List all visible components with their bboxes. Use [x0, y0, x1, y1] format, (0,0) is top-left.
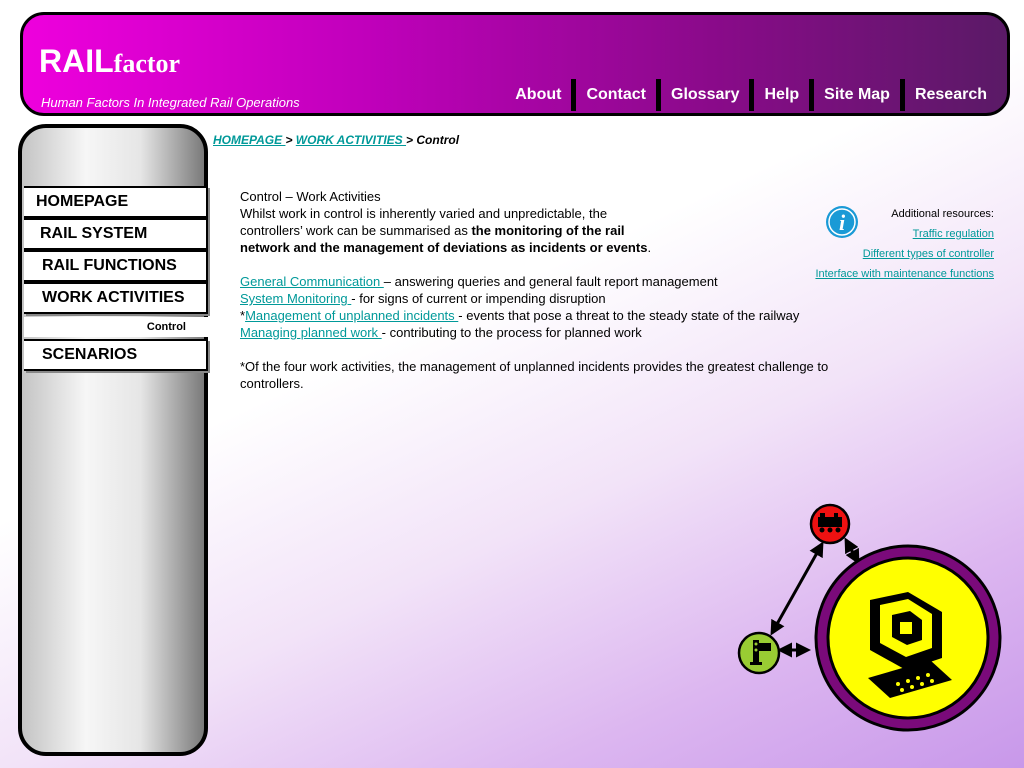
svg-text:i: i [838, 210, 846, 235]
nav-separator [900, 79, 905, 111]
logo-factor: factor [113, 49, 181, 78]
main-content [240, 188, 880, 392]
breadcrumb-work-activities-link[interactable]: WORK ACTIVITIES [295, 133, 407, 147]
footnote: *Of the four work activities, the management of unplanned incidents provides the greatest challenge to controllers. [240, 359, 829, 391]
nav-separator [571, 79, 576, 111]
breadcrumb [213, 133, 459, 147]
sidebar-item-homepage[interactable]: HOMEPAGE [24, 186, 208, 218]
sidebar-subitem-control[interactable]: Control [24, 317, 208, 337]
nav-about[interactable]: About [515, 86, 562, 103]
list-item [240, 290, 880, 307]
resources-heading: Additional resources: [891, 208, 994, 220]
activity-prefix: * [240, 308, 246, 323]
nav-separator [749, 79, 754, 111]
list-item [240, 307, 880, 324]
intro-text: Whilst work in control is inherently varied and unpredictable, the controllers’ work can be summarised as [240, 206, 608, 238]
arrow-train-signal [772, 544, 822, 633]
activity-description: - events that pose a threat to the steady state of the railway [458, 308, 800, 323]
sidebar-item-rail-functions[interactable]: RAIL FUNCTIONS [24, 250, 208, 282]
activity-link-general-communication[interactable]: General Communication [240, 274, 384, 289]
nav-separator [656, 79, 661, 111]
arrow-train-computer [846, 540, 858, 562]
list-item [240, 324, 880, 341]
sidebar-item-rail-system[interactable]: RAIL SYSTEM [24, 218, 208, 250]
activity-link-unplanned-incidents[interactable]: Management of unplanned incidents [245, 308, 459, 323]
intro-paragraph [240, 205, 670, 256]
breadcrumb-current: Control [416, 133, 460, 147]
activity-list [240, 273, 880, 341]
intro-end: . [647, 240, 652, 255]
computer-icon [816, 546, 1000, 730]
site-header [20, 12, 1010, 116]
page-title: Control – Work Activities [240, 189, 381, 204]
activity-link-system-monitoring[interactable]: System Monitoring [240, 291, 352, 306]
breadcrumb-homepage-link[interactable]: HOMEPAGE [213, 133, 286, 147]
nav-research[interactable]: Research [914, 86, 987, 103]
sidebar-item-work-activities[interactable]: WORK ACTIVITIES [24, 282, 208, 314]
nav-help[interactable]: Help [764, 86, 800, 103]
activity-description: - for signs of current or impending disruption [351, 291, 606, 306]
resource-link-maintenance-interface[interactable]: Interface with maintenance functions [815, 268, 994, 280]
list-item [240, 273, 880, 290]
resource-link-controller-types[interactable]: Different types of controller [862, 248, 994, 260]
logo-rail: RAIL [39, 43, 114, 79]
signal-icon [739, 633, 779, 673]
intro-bold-text: the monitoring of the rail network and the management of deviations as incidents or events [240, 223, 648, 255]
activity-link-planned-work[interactable]: Managing planned work [240, 325, 382, 340]
resource-link-traffic-regulation[interactable]: Traffic regulation [912, 228, 994, 240]
activity-description: – answering queries and general fault report management [383, 274, 718, 289]
site-logo[interactable] [39, 43, 180, 80]
nav-contact[interactable]: Contact [586, 86, 646, 103]
control-diagram [730, 500, 1020, 760]
nav-glossary[interactable]: Glossary [671, 86, 740, 103]
sidebar-item-scenarios[interactable]: SCENARIOS [24, 339, 208, 371]
breadcrumb-separator: > [285, 133, 296, 147]
train-icon [811, 505, 849, 543]
site-tagline: Human Factors In Integrated Rail Operations [41, 95, 300, 110]
nav-site-map[interactable]: Site Map [824, 86, 890, 103]
sidebar [18, 124, 208, 756]
activity-description: - contributing to the process for planned work [381, 325, 642, 340]
top-nav [507, 79, 995, 111]
nav-separator [809, 79, 814, 111]
breadcrumb-separator: > [406, 133, 417, 147]
